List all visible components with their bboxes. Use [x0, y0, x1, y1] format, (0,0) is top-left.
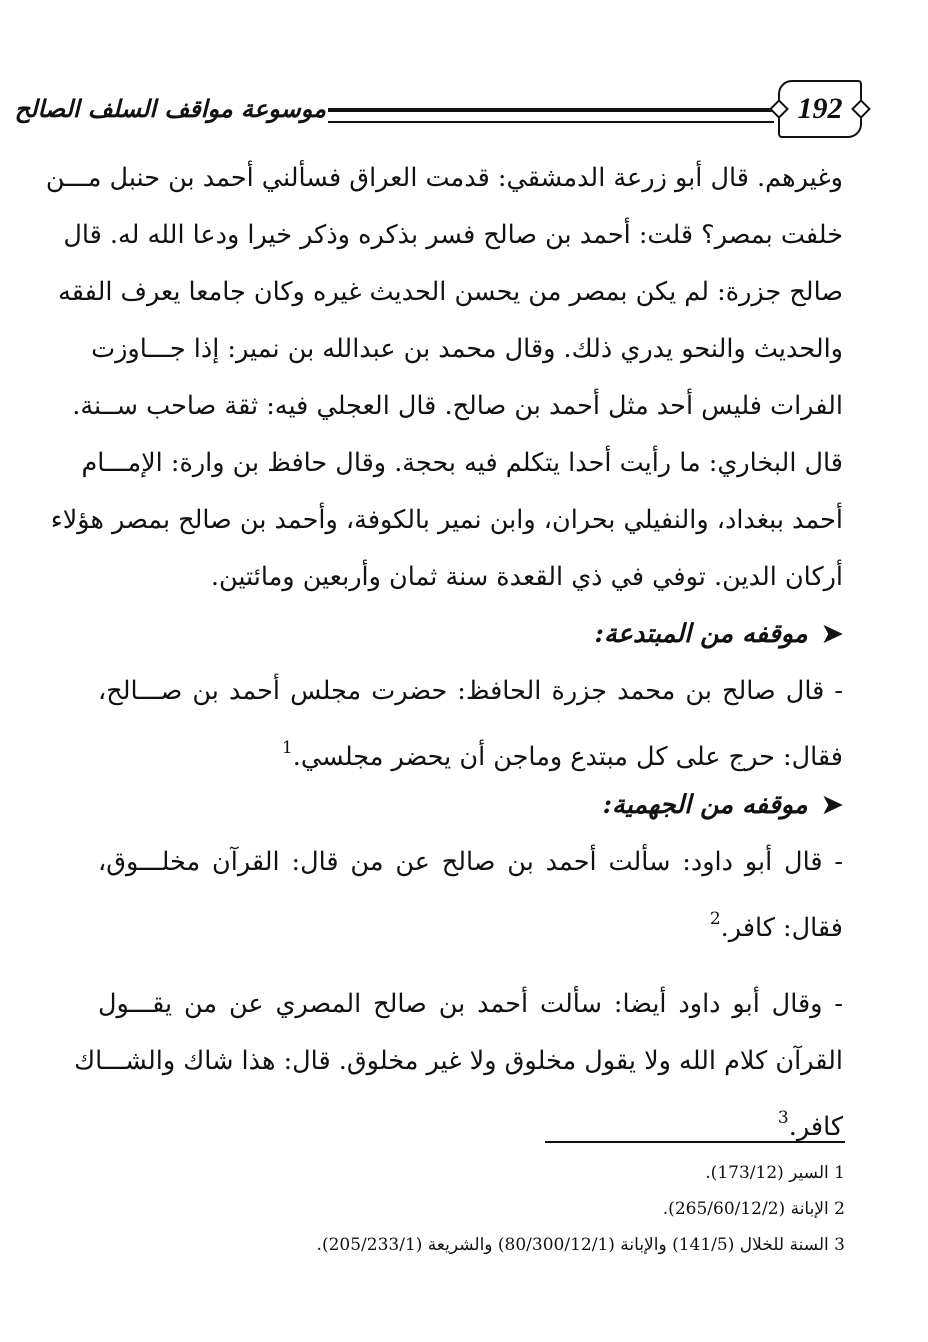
- main-text: [45, 150, 843, 1147]
- text-line: - قال أبو داود: سألت أحمد بن صالح عن من قال: القرآن مخلـــوق،: [98, 847, 843, 877]
- page-header: [14, 70, 860, 150]
- footnote-separator: [545, 1141, 845, 1143]
- section-heading-innovators: [98, 606, 843, 663]
- line-text: كافر.: [788, 1112, 843, 1142]
- page-number-badge: [778, 80, 862, 138]
- arrow-bullet-icon: ➤: [821, 619, 843, 649]
- heading-text: موقفه من المبتدعة:: [594, 619, 808, 649]
- text-line: [98, 1090, 843, 1147]
- header-rule: [328, 108, 774, 123]
- footnote-ref: 2: [709, 909, 721, 929]
- text-line: الفرات فليس أحد مثل أحمد بن صالح. قال العجلي فيه: ثقة صاحب ســنة.: [72, 391, 843, 421]
- text-line: أحمد ببغداد، والنفيلي بحران، وابن نمير بالكوفة، وأحمد بن صالح بمصر هؤلاء: [50, 505, 843, 535]
- text-line: والحديث والنحو يدري ذلك. وقال محمد بن عبدالله بن نمير: إذا جـــاوزت: [91, 334, 843, 364]
- paragraph-gap: [98, 948, 843, 976]
- footnote-ref: 3: [777, 1108, 789, 1128]
- text-line: - قال صالح بن محمد جزرة الحافظ: حضرت مجلس أحمد بن صـــالح،: [98, 676, 843, 706]
- footnote-number: 1: [834, 1163, 845, 1183]
- text-line: وغيرهم. قال أبو زرعة الدمشقي: قدمت العراق فسألني أحمد بن حنبل مـــن: [45, 163, 843, 193]
- text-line: أركان الدين. توفي في ذي القعدة سنة ثمان وأربعين ومائتين.: [210, 562, 843, 592]
- footnotes: [290, 1155, 845, 1263]
- text-line: خلفت بمصر؟ قلت: أحمد بن صالح فسر بذكره وذكر خيرا ودعا الله له. قال: [63, 220, 843, 250]
- footnote: [290, 1191, 845, 1227]
- footnote: [290, 1155, 845, 1191]
- footnote-number: 3: [834, 1235, 845, 1255]
- line-text: فقال: حرج على كل مبتدع وماجن أن يحضر مجلسي.: [292, 742, 843, 772]
- text-line: صالح جزرة: لم يكن بمصر من يحسن الحديث غيره وكان جامعا يعرف الفقه: [58, 277, 843, 307]
- text-line: القرآن كلام الله ولا يقول مخلوق ولا غير مخلوق. قال: هذا شاك والشـــاك: [74, 1046, 843, 1076]
- series-title: موسوعة مواقف السلف الصالح: [14, 94, 326, 123]
- footnote-text: الإبانة (265/60/12/2).: [662, 1199, 829, 1219]
- footnote-ref: 1: [281, 738, 293, 758]
- heading-text: موقفه من الجهمية:: [602, 790, 808, 820]
- footnote-text: السنة للخلال (141/5) والإبانة (80/300/12/1) والشريعة (205/233/1).: [316, 1235, 829, 1255]
- text-line: - وقال أبو داود أيضا: سألت أحمد بن صالح المصري عن من يقـــول: [98, 989, 843, 1019]
- text-line: [98, 720, 843, 777]
- arrow-bullet-icon: ➤: [821, 790, 843, 820]
- footnote: [290, 1227, 845, 1263]
- footnote-number: 2: [834, 1199, 845, 1219]
- footnote-text: السير (173/12).: [705, 1163, 829, 1183]
- section-heading-jahmiyya: [98, 777, 843, 834]
- page-number: 192: [797, 92, 843, 125]
- text-line: [98, 891, 843, 948]
- text-line: قال البخاري: ما رأيت أحدا يتكلم فيه بحجة. وقال حافظ بن وارة: الإمـــام: [81, 448, 843, 478]
- line-text: فقال: كافر.: [720, 913, 843, 943]
